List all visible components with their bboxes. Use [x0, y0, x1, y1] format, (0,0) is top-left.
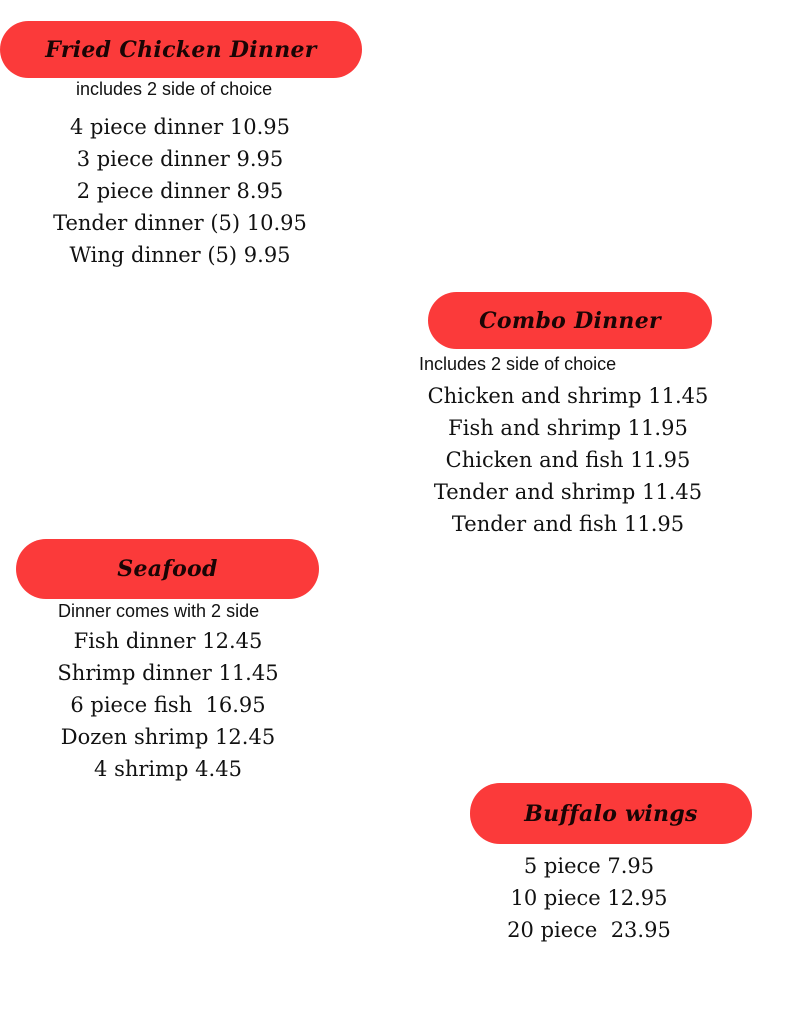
menu-item: 20 piece 23.95	[507, 918, 671, 942]
menu-item: Fish and shrimp 11.95	[448, 416, 688, 440]
fried-chicken-note: includes 2 side of choice	[76, 79, 273, 99]
seafood-items	[18, 625, 318, 785]
buffalo-items	[469, 850, 709, 946]
buffalo-title: Buffalo wings	[524, 800, 698, 827]
buffalo-header	[470, 783, 752, 844]
fried-chicken-items	[20, 111, 340, 271]
menu-item: 4 piece dinner 10.95	[70, 115, 290, 139]
combo-title: Combo Dinner	[479, 307, 661, 334]
menu-item: Tender dinner (5) 10.95	[53, 211, 307, 235]
menu-item: Wing dinner (5) 9.95	[69, 243, 291, 267]
seafood-header	[16, 539, 319, 599]
seafood-title: Seafood	[117, 556, 218, 582]
combo-note: Includes 2 side of choice	[419, 354, 617, 374]
menu-item: Tender and fish 11.95	[451, 512, 685, 536]
menu-item: Tender and shrimp 11.45	[433, 480, 703, 504]
menu-item: 3 piece dinner 9.95	[76, 147, 284, 171]
menu-item: Chicken and fish 11.95	[445, 448, 691, 472]
combo-header	[428, 292, 712, 349]
fried-chicken-title: Fried Chicken Dinner	[45, 36, 317, 63]
menu-item: Dozen shrimp 12.45	[60, 725, 276, 749]
menu-item: 5 piece 7.95	[523, 854, 655, 878]
menu-item: Shrimp dinner 11.45	[57, 661, 279, 685]
menu-item: 2 piece dinner 8.95	[76, 179, 284, 203]
menu-item: 10 piece 12.95	[510, 886, 668, 910]
fried-chicken-header	[0, 21, 362, 78]
menu-item: Chicken and shrimp 11.45	[427, 384, 709, 408]
menu-item: Fish dinner 12.45	[73, 629, 263, 653]
menu-item: 4 shrimp 4.45	[94, 757, 242, 781]
seafood-note: Dinner comes with 2 side	[58, 601, 260, 621]
combo-items	[408, 380, 728, 540]
menu-item: 6 piece fish 16.95	[70, 693, 266, 717]
